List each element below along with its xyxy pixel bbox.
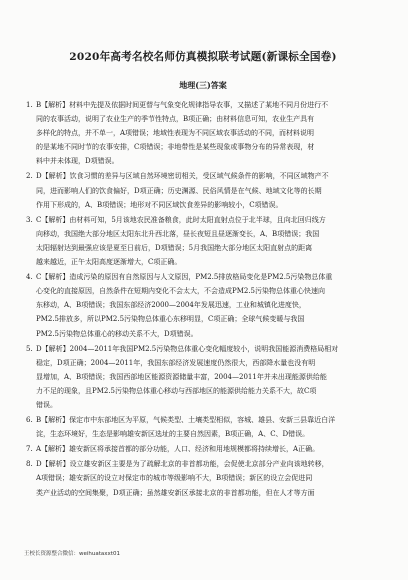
answer-number: 6. (26, 416, 33, 425)
answer-item (26, 442, 386, 456)
answer-item (26, 169, 386, 211)
answer-text (36, 442, 386, 456)
answer-line: 类产业活动的空间集聚，D项正确；虽然雄安新区承接北京的非首都功能，但在人才等方面 (36, 488, 315, 497)
answer-text (36, 270, 386, 340)
answer-item (26, 98, 386, 168)
answer-text (36, 213, 386, 269)
answer-number: 4. (26, 273, 33, 282)
answer-line: 作用下形成的，A、B项错误；地形对不同区域饮食差异的影响较小，C项错误。 (36, 200, 283, 209)
answer-line: D【解析】饮食习惯的差异与区域自然环境密切相关，受区域气候条件的影响，不同区域物产不 (36, 172, 329, 181)
page-subtitle: 地理(三)答案 (179, 80, 227, 90)
page-title: 2020年高考名校名师仿真模拟联考试题(新课标全国卷) (69, 51, 337, 63)
answer-line: B【解析】材料中先提及依据时间更替与气象变化规律指导农事，又描述了某地不同月份进行不 (36, 101, 329, 109)
answer-line: PM2.5排放多，所以PM2.5污染物总体重心东移明显，C项正确；全球气候变暖与我国 (36, 315, 305, 324)
answer-number: 7. (26, 445, 33, 454)
answer-line: 太阳辐射达到最强应该是夏至日前后，D项错误；5月我国绝大部分地区太阳直射点的距离 (36, 243, 313, 252)
answer-line: 的是某地不同时节的农事安排，C项错误；非地带性是某些现象或事物分布的异常表现，材 (36, 143, 315, 152)
answer-list (26, 98, 386, 500)
answer-line: B【解析】保定市中东部地区为平原，气候类型、土壤类型相似，容城、雄县、安新三县靠近白洋 (36, 416, 336, 425)
answer-line: 多样化的特点，并不单一，A项错误；地域性表现为不同区域农事活动的不同，而材料说明 (36, 129, 315, 138)
footer-note: 王校长资源整合微信：weihuataxxt01 (24, 551, 120, 557)
answer-text (36, 169, 386, 211)
answer-line: 显增加，A、B项错误；我国西部地区能源资源储量丰富，2004—2011年并未出现能源供给能 (36, 372, 327, 381)
answer-line: D【解析】2004—2011年我国PM2.5污染物总体重心变化幅度较小，说明我国能源消费格局相对 (36, 344, 339, 353)
answer-line: 错误。 (36, 400, 57, 409)
answer-line: 向移动，我国绝大部分地区太阳东北升西北落，昼长夜短且昼逐渐变长，A、B项错误；我国 (36, 229, 320, 238)
answer-line: 东移动，A、B项错误；我国东部经济2000—2004年发展迅速，工业和城镇化进度快， (36, 301, 306, 310)
answer-line: 同，进而影响人们的饮食偏好，D项正确；历史渊源、民俗风情是在气候、地域文化等的长期 (36, 186, 322, 195)
answer-line: D【解析】设立雄安新区主要是为了疏解北京的非首都功能，会促使北京部分产业向该地转移， (36, 460, 329, 469)
answer-line: 心变化的直接原因，自然条件在短期内变化不会太大，不会造成PM2.5污染物总体重心快速向 (36, 287, 326, 296)
answer-line: A项错误；雄安新区的设立对保定市的城市等级影响不大，B项错误；新区的设立会促进同 (36, 474, 313, 483)
answer-item (26, 342, 386, 412)
answer-number: 2. (26, 172, 33, 181)
answer-line: C【解析】造成污染的原因有自然原因与人文原因，PM2.5排放格局变化是PM2.5污染物总体重 (36, 273, 333, 282)
answer-number: 8. (26, 460, 33, 469)
answer-item (26, 270, 386, 340)
answer-line: PM2.5污染物总体重心的移动关系不大，D项错误。 (36, 329, 198, 338)
answer-number: 1. (26, 101, 33, 109)
answer-number: 3. (26, 215, 33, 224)
answer-line: 稳定，D项正确；2004—2011年，我国东部经济发展速度仍然很大，西部降水量也没有明 (36, 358, 316, 367)
answer-item (26, 213, 386, 269)
answer-line: 同的农事活动，说明了农业生产的季节性特点，B项正确；由材料信息可知，农业生产具有 (36, 115, 315, 124)
answer-number: 5. (26, 344, 33, 353)
answer-text (36, 413, 386, 441)
answer-line: 料中并未体现，D项错误。 (36, 157, 119, 166)
answer-item (26, 457, 386, 499)
answer-text (36, 98, 386, 168)
answer-line: 淀，生态环境好，生态是影响雄安新区选址的主要自然因素，B项正确，A、C、D错误。 (36, 430, 310, 439)
answer-text (36, 457, 386, 499)
answer-line: 力不足的现象，且PM2.5污染物总体重心移动与西部地区的能源供给能力关系不大，故C项 (36, 386, 317, 395)
answer-line: A【解析】雄安新区将承接首都的部分功能，人口、经济和用地规模都将持续增长，A正确。 (36, 445, 320, 454)
answer-text (36, 342, 386, 412)
answer-item (26, 413, 386, 441)
answer-line: C【解析】由材料可知，5月该地农民准备粮食，此时太阳直射点位于北半球，且向北回归线方 (36, 215, 326, 224)
answer-line: 越来越近，正午太阳高度逐渐增大，C项正确。 (36, 258, 182, 267)
